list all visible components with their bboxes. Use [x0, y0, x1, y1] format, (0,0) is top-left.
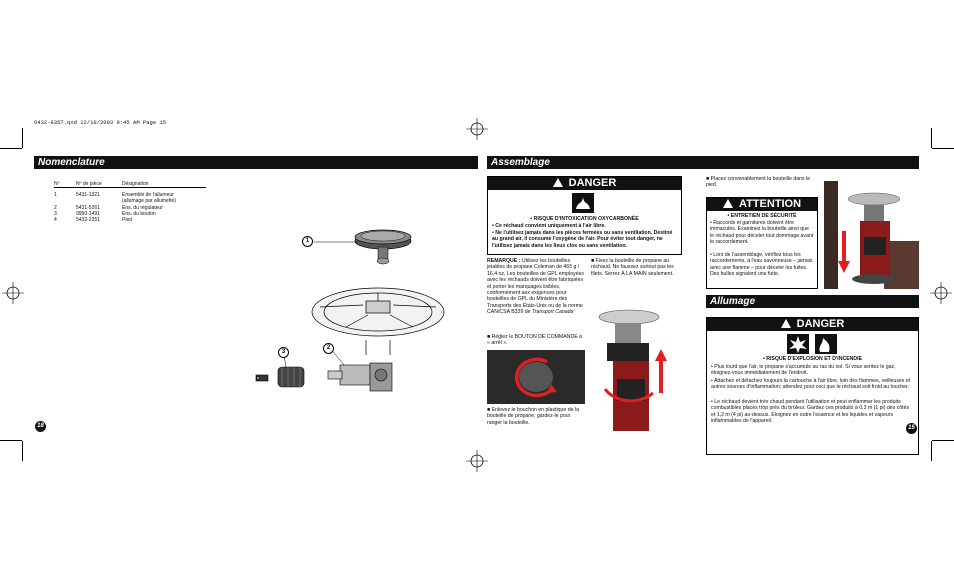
remarque-paragraph: REMARQUE : Utilisez les bouteilles jetables de propane Coleman de 465 g / 16,4 oz. Les bouteilles de GPL employées avec les réchauds doivent être fabriquées et porter les marquages lisibles, conformément aux exigences pour bouteilles de GPL du Ministère des Transports des États-Unis ou de la norme CAN/CSA B339 de Transport Canada [487, 258, 584, 316]
crop-mark [932, 440, 954, 441]
photo-attach-cylinder [591, 293, 685, 431]
attention-label: ATTENTION [707, 198, 817, 211]
crop-mark [22, 128, 23, 148]
risk-title: • RISQUE D'EXPLOSION ET D'INCENDIE [762, 356, 863, 362]
assemblage-header: Assemblage [487, 156, 919, 169]
cell: 9950-1491 [76, 210, 100, 217]
cell: 1 [54, 192, 57, 199]
col-header: Nº de pièce [76, 181, 102, 187]
parts-table [54, 181, 206, 223]
nomenclature-header: Nomenclature [34, 156, 478, 169]
cell: Pied [122, 217, 133, 224]
cell: 3 [54, 210, 57, 217]
toxic-fumes-icon [572, 193, 594, 213]
risk-line: • Le réchaud devient très chaud pendant l'utilisation et peut enflammer les produits combustibles placés trop près du brûleur. Gardez ces produits à 0,3 m (1 pi) des côtés et 1,2 m (4 pi) au-dessus. Éloignez en outre l'essence et les liquides et vapeurs inflammables de l'appareil. [711, 399, 910, 425]
step-bouton: ■ Réglez le BOUTON DE COMMANDE à « arrêt ». [487, 334, 582, 347]
cell: 4 [54, 217, 57, 224]
cell: Ensemble de l'allumeur (allumage par allumette) [122, 192, 176, 205]
cell: Ens. du régulateur [122, 204, 163, 211]
explosion-fire-icon [787, 334, 837, 354]
attention-box [706, 197, 818, 289]
warning-triangle-icon [553, 178, 563, 187]
crop-mark [0, 148, 22, 149]
risk-line: • Attachez et détachez toujours la cartouche à l'air libre, loin des flammes, veilleuses et autres sources d'inflammation; attendez pour ceci que le réchaud soit froid au toucher. [711, 378, 911, 391]
page-number-left: 18 [35, 421, 46, 432]
photo-place-in-stand [824, 181, 919, 289]
registration-mark [2, 282, 24, 304]
stove-exploded-diagram [248, 215, 458, 400]
crop-mark [931, 441, 932, 461]
attention-line: • Lors de l'assemblage, vérifiez tous les raccordements, à l'eau savonneuse – jamais avec une flamme – pour déceler les fuites. Des bulles signalent une fuite. [710, 252, 813, 278]
regulator-illustration [328, 363, 392, 391]
attention-line: • Raccords et garnitures doivent être immaculés. Examinez la bouteille ainsi que le réchaud pour déceler tout dommage avant le raccordement. [710, 220, 814, 246]
risk-line: • Plus lourd que l'air, le propane s'accumule au ras du sol. Si vous sentez le gaz, éloignez-vous immédiatement de l'endroit. [711, 364, 896, 377]
callout-1: 1 [302, 236, 313, 247]
risk-line: • Ne l'utilisez jamais dans les pièces fermées ou sans ventilation. Destiné au grand air, il consume l'oxygène de l'air. Pour éviter tout danger, ne l'utilisez jamais dans les lieux clos ou sans ventilation. [492, 230, 673, 249]
table-row [54, 192, 206, 204]
danger-box-allumage [706, 317, 919, 455]
cell: 5431-1321 [76, 192, 100, 199]
col-header: Désignation [122, 181, 149, 187]
risk-line: • Ce réchaud convient uniquement à l'air libre. [492, 223, 606, 229]
attention-title: • ENTRETIEN DE SÉCURITÉ [727, 213, 797, 219]
callout-3: 3 [278, 347, 289, 358]
cell: 5431-5261 [76, 204, 100, 211]
callout-2: 2 [323, 343, 334, 354]
cell: 2 [54, 204, 57, 211]
burner-head-illustration [355, 230, 411, 264]
crop-mark [0, 440, 22, 441]
crop-mark [932, 148, 954, 149]
registration-mark [930, 282, 952, 304]
file-header: 6432-835T.qxd 12/10/2003 9:45 AM Page 15 [34, 119, 167, 126]
warning-triangle-icon [781, 319, 791, 328]
control-knob-illustration [256, 367, 304, 387]
crop-mark [931, 128, 932, 148]
photo-knob-off [487, 350, 585, 404]
step-fixez: ■ Fixez la bouteille de propane au réchaud. Ne faussez surtout pas les filets. Serrez À LA MAIN seulement. [591, 258, 674, 277]
parts-table-header [54, 181, 206, 188]
registration-mark [466, 450, 488, 472]
table-row [54, 217, 206, 223]
cell: 5432-2251 [76, 217, 100, 224]
risk-title: • RISQUE D'INTOXICATION OXYCARBONÉE [530, 216, 639, 222]
crop-mark [22, 441, 23, 461]
registration-mark [466, 118, 488, 140]
page-number-right: 15 [906, 423, 917, 434]
col-header: Nº [54, 181, 60, 187]
danger-label: DANGER [488, 177, 681, 190]
step-placez: ■ Placez convenablement la bouteille dans le pied. [706, 176, 811, 189]
cell: Ens. du bouton [122, 210, 156, 217]
danger-label: DANGER [707, 318, 918, 331]
step-bouchon: ■ Enlevez le bouchon en plastique de la bouteille de propane; gardez-le pour ranger la bouteille. [487, 407, 579, 426]
allumage-header: Allumage [706, 295, 919, 308]
warning-triangle-icon [723, 199, 733, 208]
danger-box-assemblage [487, 176, 682, 255]
